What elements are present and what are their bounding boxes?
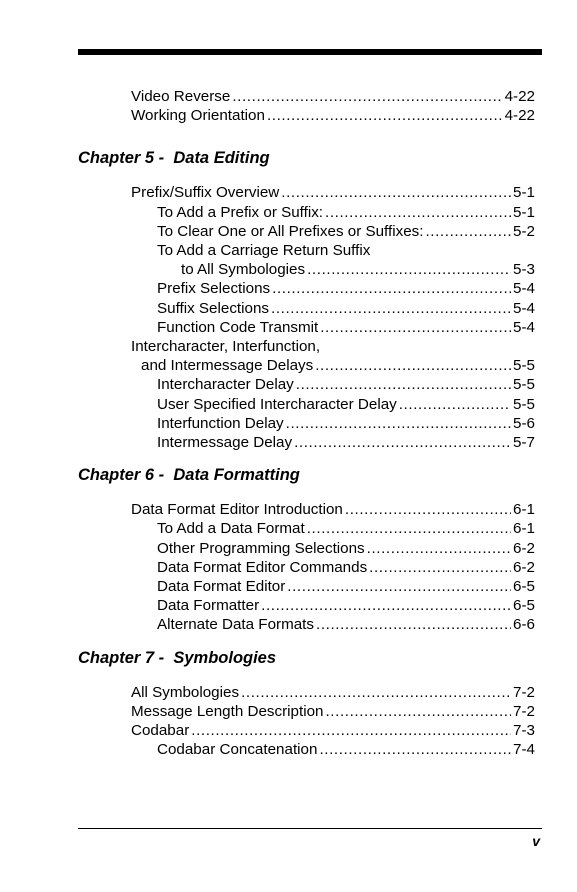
leader-dots [367, 539, 511, 558]
leader-dots [319, 740, 511, 759]
chapter-7-heading: Chapter 7 - Symbologies [78, 648, 277, 667]
entry-title: User Specified Intercharacter Delay [157, 395, 397, 413]
toc-entry-video-reverse [78, 87, 535, 106]
entry-title: To Add a Prefix or Suffix: [157, 203, 324, 221]
leader-dots [316, 615, 511, 634]
entry-title: Data Format Editor Commands [157, 558, 368, 576]
leader-dots [281, 183, 511, 202]
entry-page: 6-1 [513, 520, 535, 538]
entry-page: 6-6 [513, 616, 535, 634]
leader-dots [287, 577, 511, 596]
entry-title: Video Reverse [131, 88, 231, 105]
entry-page: 6-1 [513, 501, 535, 519]
toc-entry [78, 596, 535, 615]
entry-title: to All Symbologies [181, 261, 306, 279]
entry-page: 5-4 [513, 318, 535, 336]
entry-page: 6-5 [513, 578, 535, 596]
entry-page: 5-2 [513, 222, 535, 240]
leader-dots [294, 433, 511, 452]
toc-entry [78, 203, 535, 222]
toc-entry [78, 318, 535, 337]
entry-page: 5-5 [513, 357, 535, 375]
toc-entry [78, 356, 535, 375]
leader-dots [191, 721, 511, 740]
toc-entry [78, 577, 535, 596]
leader-dots [399, 395, 511, 414]
toc-entry-working-orientation [78, 106, 535, 125]
entry-title: To Clear One or All Prefixes or Suffixes: [157, 222, 424, 240]
leader-dots [286, 414, 511, 433]
leader-dots [296, 375, 511, 394]
toc-entry [78, 279, 535, 298]
toc-entry [78, 558, 535, 577]
toc-entry [78, 702, 535, 721]
entry-page: 5-3 [513, 261, 535, 279]
toc-entry [78, 414, 535, 433]
entry-title: Message Length Description [131, 702, 324, 720]
toc-entry [78, 375, 535, 394]
leader-dots [320, 318, 511, 337]
entry-title: Data Format Editor [157, 578, 286, 596]
leader-dots [345, 500, 511, 519]
leader-dots [241, 683, 511, 702]
entry-page: 7-2 [513, 683, 535, 701]
entry-title: Function Code Transmit [157, 318, 319, 336]
entry-title: All Symbologies [131, 683, 240, 701]
entry-page: 6-2 [513, 539, 535, 557]
entry-page: 5-1 [513, 203, 535, 221]
entry-page: 5-7 [513, 434, 535, 452]
leader-dots [267, 106, 503, 125]
leader-dots [369, 558, 511, 577]
leader-dots [425, 222, 511, 241]
entry-page: 5-1 [513, 184, 535, 202]
entry-page: 6-5 [513, 597, 535, 615]
toc-entry [78, 721, 535, 740]
entry-page: 7-2 [513, 702, 535, 720]
toc-entry [78, 260, 535, 279]
entry-page: 4-22 [504, 88, 535, 105]
entry-page: 5-4 [513, 299, 535, 317]
toc-entry [78, 740, 535, 759]
toc-entry [78, 615, 535, 634]
leader-dots [261, 596, 511, 615]
entry-title: Interfunction Delay [157, 414, 284, 432]
toc-entry-wrapped: Intercharacter, Interfunction, [131, 338, 321, 356]
footer-rule [78, 828, 542, 829]
toc-entry [78, 500, 535, 519]
entry-title: To Add a Data Format [157, 520, 305, 538]
entry-title: Alternate Data Formats [157, 616, 314, 634]
entry-title: Codabar [131, 722, 190, 740]
toc-entry [78, 433, 535, 452]
entry-title: and Intermessage Delays [141, 357, 314, 375]
entry-page: 5-6 [513, 414, 535, 432]
leader-dots [325, 702, 511, 721]
entry-title: Data Formatter [157, 597, 260, 615]
header-rule [78, 49, 542, 55]
chapter-5-heading: Chapter 5 - Data Editing [78, 149, 270, 168]
entry-page: 7-3 [513, 722, 535, 740]
entry-page: 4-22 [504, 107, 535, 125]
chapter-6-heading: Chapter 6 - Data Formatting [78, 466, 300, 485]
entry-title: Intermessage Delay [157, 434, 293, 452]
toc-entry [78, 299, 535, 318]
toc-entry [78, 222, 535, 241]
entry-title: Other Programming Selections [157, 539, 365, 557]
toc-entry [78, 519, 535, 538]
entry-title: Intercharacter Delay [157, 376, 294, 394]
leader-dots [307, 519, 511, 538]
leader-dots [271, 299, 511, 318]
toc-entry-wrapped: To Add a Carriage Return Suffix [157, 242, 371, 260]
entry-page: 5-5 [513, 376, 535, 394]
page-number: v [532, 833, 540, 849]
entry-page: 5-4 [513, 280, 535, 298]
toc-entry [78, 539, 535, 558]
entry-title: Working Orientation [131, 107, 265, 125]
entry-title: Data Format Editor Introduction [131, 501, 343, 519]
entry-page: 5-5 [513, 395, 535, 413]
entry-page: 6-2 [513, 558, 535, 576]
toc-entry [78, 683, 535, 702]
leader-dots [315, 356, 511, 375]
toc-body [78, 87, 535, 759]
entry-title: Suffix Selections [157, 299, 270, 317]
entry-page: 7-4 [513, 741, 535, 759]
toc-entry [78, 395, 535, 414]
entry-title: Codabar Concatenation [157, 741, 318, 759]
toc-entry [78, 183, 535, 202]
entry-title: Prefix/Suffix Overview [131, 184, 280, 202]
leader-dots [307, 260, 511, 279]
entry-title: Prefix Selections [157, 280, 271, 298]
leader-dots [325, 203, 511, 222]
leader-dots [272, 279, 511, 298]
leader-dots [232, 87, 502, 106]
